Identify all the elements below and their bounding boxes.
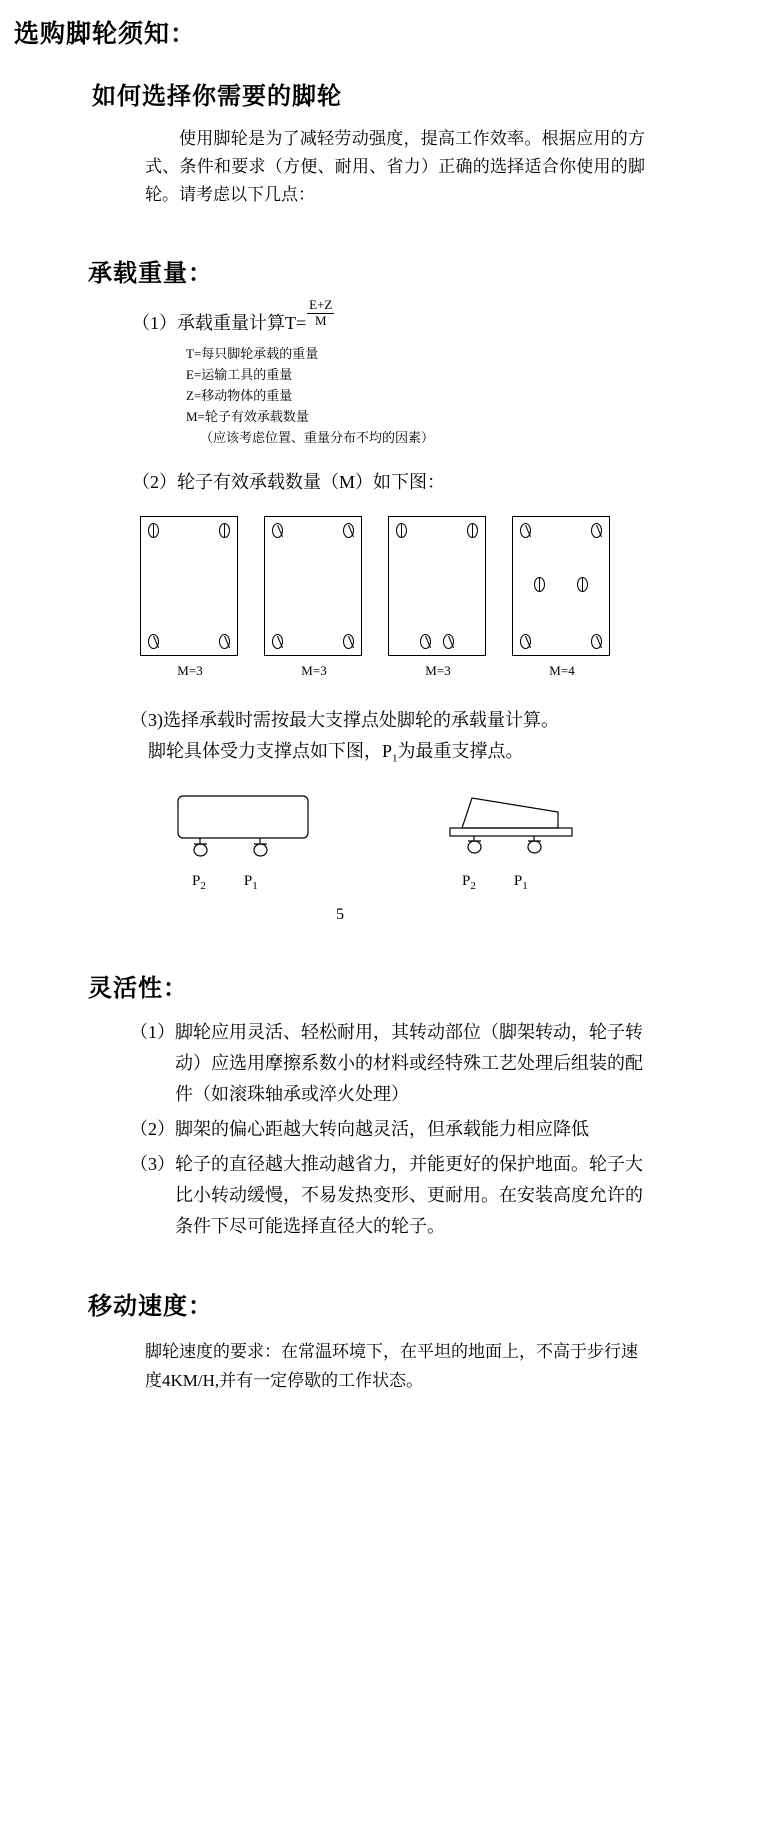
caster-icon bbox=[533, 577, 546, 592]
document-page bbox=[0, 14, 758, 1828]
support-point-line-1: （3)选择承载时需按最大支撑点处脚轮的承载量计算。 bbox=[130, 709, 559, 730]
support-point-line-2 bbox=[148, 736, 650, 775]
list-item-marker: （3） bbox=[130, 1154, 175, 1175]
caster-icon bbox=[519, 634, 532, 649]
wheel-figure-2-frame bbox=[264, 516, 362, 656]
caster-icon bbox=[218, 634, 231, 649]
fraction-denominator: M bbox=[314, 312, 327, 328]
label-p1: $P_1$ bbox=[513, 873, 528, 893]
caster-icon bbox=[466, 523, 479, 538]
load-formula-label: （1）承载重量计算T= bbox=[132, 312, 307, 333]
label-p1: $P_1$ bbox=[243, 873, 258, 893]
support-figure-right-labels bbox=[440, 873, 630, 892]
support-figure-left bbox=[170, 792, 350, 892]
wheel-figure-1-label: M=3 bbox=[177, 662, 203, 678]
wheel-figure-4-frame bbox=[512, 516, 610, 656]
caster-icon bbox=[271, 523, 284, 538]
wheel-figure-2-label: M=3 bbox=[301, 662, 327, 678]
section-heading-moving-speed: 移动速度： bbox=[88, 1294, 213, 1321]
moving-speed-paragraph: 脚轮速度的要求：在常温环境下，在平坦的地面上，不高于步行速度4KM/H,并有一定停歇的工作状态。 bbox=[145, 1342, 638, 1391]
caster-icon bbox=[147, 634, 160, 649]
load-formula-fraction bbox=[307, 298, 334, 329]
support-figure-left-labels bbox=[170, 873, 350, 892]
definition-t: T=每只脚轮承载的重量 bbox=[186, 345, 319, 361]
section-heading-flexibility: 灵活性： bbox=[88, 976, 188, 1003]
fraction-numerator: E+Z bbox=[309, 297, 333, 312]
caster-icon bbox=[395, 523, 408, 538]
label-p2: $P_2$ bbox=[192, 873, 206, 893]
wheel-figure-2 bbox=[264, 516, 364, 679]
list-item-marker: （1） bbox=[130, 1022, 175, 1043]
support-point-subscript: 1 bbox=[392, 752, 398, 765]
support-figure-right bbox=[440, 792, 630, 892]
definition-m: M=轮子有效承载数量 bbox=[186, 408, 309, 424]
wheel-figure-3-label: M=3 bbox=[425, 662, 451, 678]
support-figure-right-drawing bbox=[440, 792, 630, 864]
caster-icon bbox=[419, 634, 432, 649]
definition-note: （应该考虑位置、重量分布不均的因素） bbox=[200, 429, 435, 445]
wheel-figure-4-label: M=4 bbox=[549, 662, 575, 678]
wheel-figure-4 bbox=[512, 516, 612, 679]
page-title: 选购脚轮须知： bbox=[14, 21, 197, 48]
list-item bbox=[130, 1017, 650, 1110]
caster-icon bbox=[147, 523, 160, 538]
support-point-line-2-a: 脚轮具体受力支撑点如下图，P bbox=[148, 740, 393, 761]
wheel-layout-figures bbox=[140, 516, 758, 679]
label-p2: $P_2$ bbox=[462, 873, 476, 893]
wheel-count-caption: （2）轮子有效承载数量（M）如下图： bbox=[132, 471, 446, 492]
list-item-text: 脚轮应用灵活、轻松耐用，其转动部位（脚架转动，轮子转动）应选用摩擦系数小的材料或经特殊工艺处理后组装的配件（如滚珠轴承或淬火处理） bbox=[175, 1022, 643, 1105]
section-heading-load-weight: 承载重量： bbox=[88, 261, 213, 287]
caster-icon bbox=[590, 634, 603, 649]
caster-icon bbox=[590, 523, 603, 538]
section-heading-how-to-choose: 如何选择你需要的脚轮 bbox=[92, 84, 342, 110]
list-item-text: 轮子的直径越大推动越省力，并能更好的保护地面。轮子大比小转动缓慢，不易发热变形、更耐用。在安装高度允许的条件下尽可能选择直径大的轮子。 bbox=[175, 1154, 643, 1237]
definition-e: E=运输工具的重量 bbox=[186, 366, 293, 382]
caster-icon bbox=[342, 634, 355, 649]
wheel-figure-1-frame bbox=[140, 516, 238, 656]
list-item bbox=[130, 1149, 650, 1242]
list-item-text: 脚架的偏心距越大转向越灵活，但承载能力相应降低 bbox=[175, 1119, 589, 1140]
flexibility-list bbox=[130, 1017, 650, 1242]
wheel-figure-1 bbox=[140, 516, 240, 679]
intro-paragraph: 使用脚轮是为了减轻劳动强度，提高工作效率。根据应用的方式、条件和要求（方便、耐用、省力）正确的选择适合你使用的脚轮。请考虑以下几点： bbox=[145, 129, 645, 204]
support-point-line-2-b: 为最重支撑点。 bbox=[397, 740, 524, 761]
support-point-figures bbox=[170, 792, 758, 892]
caster-icon bbox=[271, 634, 284, 649]
list-item-marker: （2） bbox=[130, 1119, 175, 1140]
definition-z: Z=移动物体的重量 bbox=[186, 387, 293, 403]
support-figure-left-drawing bbox=[170, 792, 350, 864]
wheel-figure-3-frame bbox=[388, 516, 486, 656]
formula-definitions bbox=[186, 343, 758, 448]
wheel-figure-3 bbox=[388, 516, 488, 679]
caster-icon bbox=[519, 523, 532, 538]
caster-icon bbox=[218, 523, 231, 538]
caster-icon bbox=[342, 523, 355, 538]
page-number: 5 bbox=[336, 906, 344, 924]
load-formula bbox=[132, 297, 758, 335]
support-point-paragraph bbox=[130, 705, 650, 775]
caster-icon bbox=[442, 634, 455, 649]
caster-icon bbox=[576, 577, 589, 592]
list-item bbox=[130, 1114, 650, 1145]
